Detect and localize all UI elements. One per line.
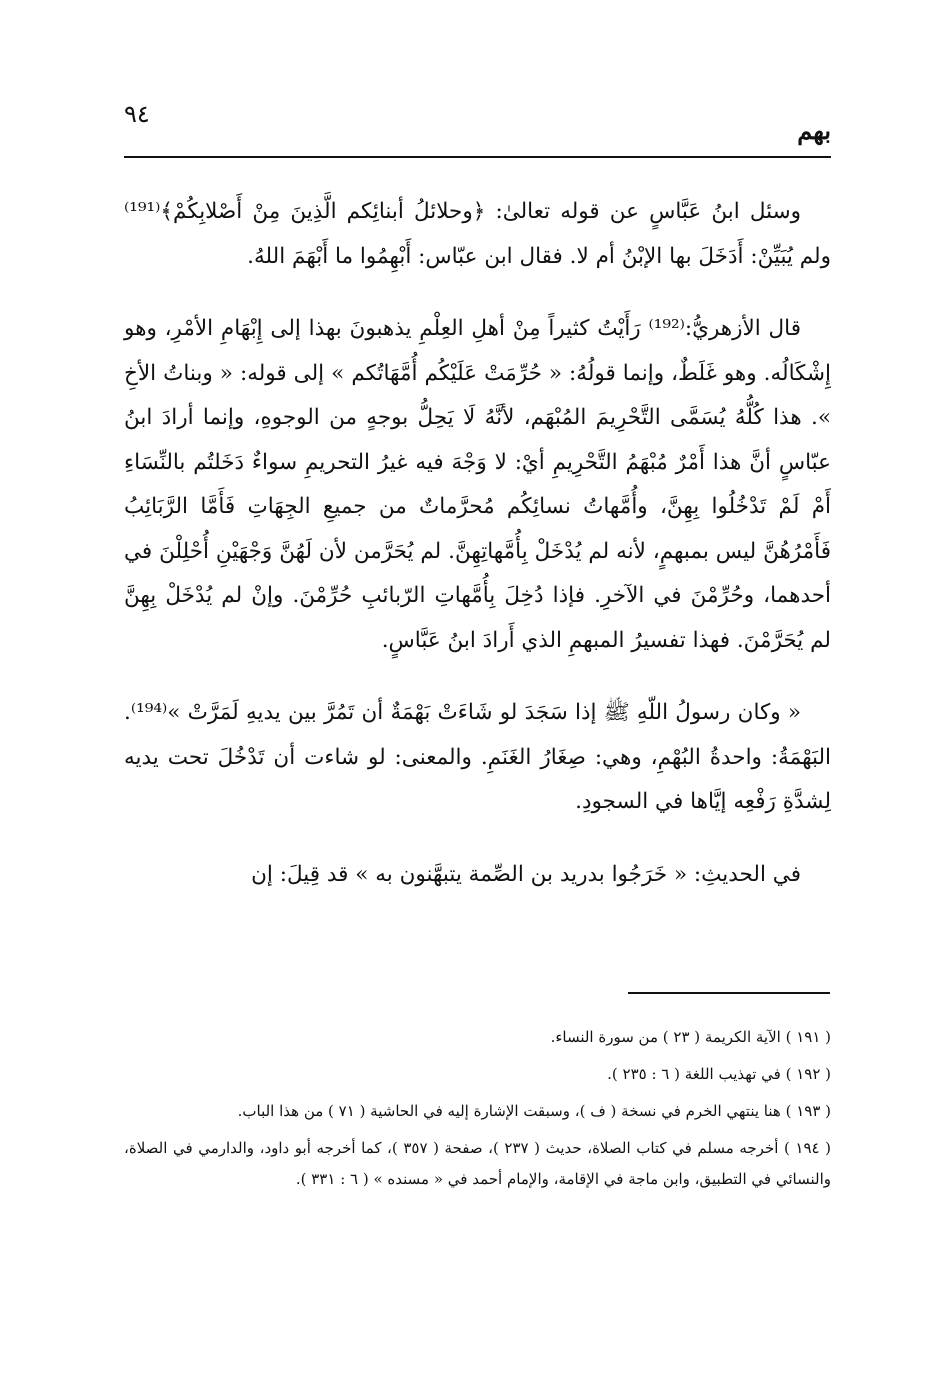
footnotes (124, 1022, 831, 1201)
footnote-divider (628, 992, 830, 994)
footnote: ( ١٩٣ ) هنا ينتهي الخرم في نسخة ( ف )، وسبقت الإشارة إليه في الحاشية ( ٧١ ) من هذا الباب. (237, 1102, 831, 1120)
page-header (124, 96, 831, 158)
page-number: ٩٤ (124, 100, 150, 128)
footnote: ( ١٩١ ) الآية الكريمة ( ٢٣ ) من سورة النساء. (550, 1028, 831, 1046)
footnote: ( ١٩٤ ) أخرجه مسلم في كتاب الصلاة، حديث ( ٢٣٧ )، صفحة ( ٣٥٧ )، كما أخرجه أبو داود، والدارمي في الصلاة، والنسائي في التطبيق، وابن ماجة في الإقامة، والإمام أحمد في « مسنده » ( ٦ : ٣٣١ ). (124, 1139, 831, 1188)
paragraph: في الحديثِ: « خَرَجُوا بدريد بن الصِّمة يتبهَّنون به » قد قِيلَ: إن (251, 861, 801, 887)
main-text (124, 190, 831, 925)
running-head: بهم (797, 116, 831, 145)
paragraph: وسئل ابنُ عَبَّاسٍ عن قوله تعالىٰ: ﴿وحلائلُ أبنائِكم الَّذِينَ مِنْ أَصْلابِكُمْ﴾⁽¹⁹¹⁾ ولم يُبَيِّنْ: أَدَخَلَ بها الإبْنُ أم لا. فقال ابن عبّاس: أَبْهِمُوا ما أَبْهَمَ اللهُ. (124, 199, 831, 269)
footnote: ( ١٩٢ ) في تهذيب اللغة ( ٦ : ٢٣٥ ). (607, 1065, 831, 1083)
paragraph: « وكان رسولُ اللّهِ ﷺ إذا سَجَدَ لو شَاءَتْ بَهْمَةٌ أن تَمُرَّ بين يديهِ لَمَرَّتْ »⁽¹⁹⁴⁾. البَهْمَةُ: واحدةُ البُهْمِ، وهي: صِغَارُ الغَنَمِ. والمعنى: لو شاءت أن تَدْخُلَ تحت يديه لِشدَّةِ رَفْعِه إيَّاها في السجودِ. (124, 700, 831, 814)
paragraph: قال الأزهريُّ:⁽¹⁹²⁾ رَأَيْتُ كثيراً مِنْ أهلِ العِلْمِ يذهبونَ بهذا إلى إِبْهَامِ الأمْرِ، وهو إِشْكَالُه. وهو غَلَطٌ، وإنما قولُهُ: « حُرِّمَتْ عَلَيْكُم أُمَّهَاتُكم » إلى قوله: « وبناتُ الأخِ ». هذا كُلُّهُ يُسَمَّى التَّحْرِيمَ المُبْهَم، لأنَّهُ لَا يَحِلُّ بوجهٍ من الوجوهِ، وإنما أرادَ ابنُ عبّاسٍ أنَّ هذا أَمْرٌ مُبْهَمُ التَّحْرِيمِ أيْ: لا وَجْهَ فيه غيرُ التحريمِ سواءٌ دَخَلتُم بالنِّسَاءِ أَمْ لَمْ تَدْخُلُوا بِهِنَّ، وأُمَّهاتُ نسائِكُم مُحرَّماتٌ من جميعِ الجِهَاتِ فَأَمَّا الرَّبَائِبُ فَأَمْرُهُنَّ ليس بمبهمٍ، لأنه لم يُدْخَلْ بِأُمَّهاتِهِنَّ. لم يُحَرَّمن لأن لَهُنَّ وَجْهَيْنِ أُحْلِلْنَ في أحدهما، وحُرِّمْنَ في الآخرِ. فإذا دُخِلَ بِأُمَّهاتِ الرّبائبِ حُرِّمْنَ. وإنْ لم يُدْخَلْ بِهِنَّ لم يُحَرَّمْنَ. فهذا تفسيرُ المبهمِ الذي أَرادَ ابنُ عَبَّاسٍ. (124, 316, 831, 653)
